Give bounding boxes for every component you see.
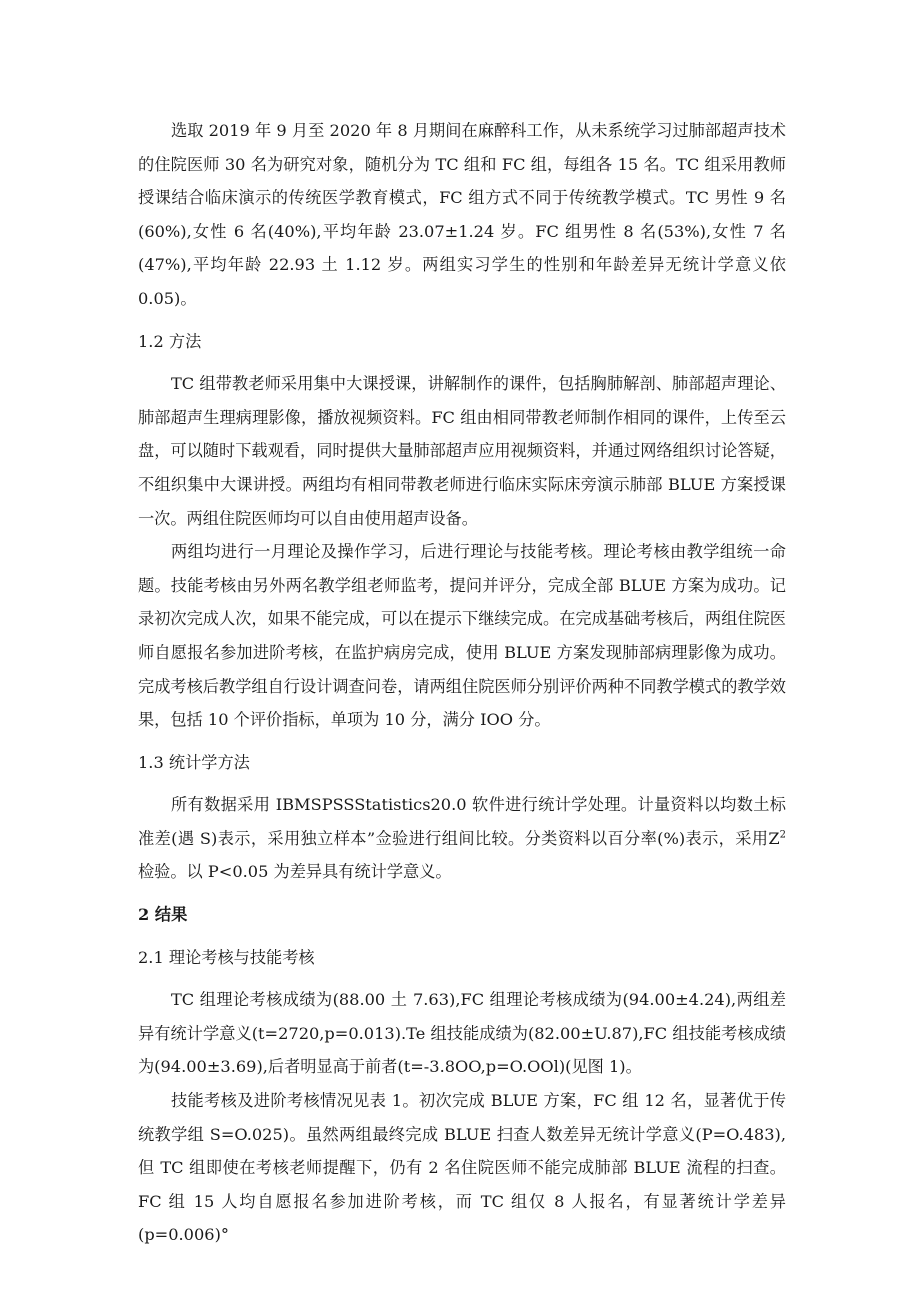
paragraph-methods-assessment: 两组均进行一月理论及操作学习，后进行理论与技能考核。理论考核由教学组统一命题。技能考核由另外两名教学组老师监考，提问并评分，完成全部 BLUE 方案为成功。记录初次完成人次，如果不能完成，可以在提示下继续完成。在完成基础考核后，两组住院医师自愿报名参加进阶考核，在监护病房完成，使用 BLUE 方案发现肺部病理影像为成功。完成考核后教学组自行设计调查问卷，请两组住院医师分别评价两种不同教学模式的教学效果，包括 10 个评价指标，单项为 10 分，满分 IOO 分。 bbox=[138, 542, 786, 730]
paragraph-methods-teaching: TC 组带教老师采用集中大课授课，讲解制作的课件，包括胸肺解剖、肺部超声理论、肺部超声生理病理影像，播放视频资料。FC 组由相同带教老师制作相同的课件，上传至云盘，可以随时下载观看，同时提供大量肺部超声应用视频资料，并通过网络组织讨论答疑，不组织集中大课讲授。两组均有相同带教老师进行临床实际床旁演示肺部 BLUE 方案授课一次。两组住院医师均可以自由使用超声设备。 bbox=[138, 374, 786, 528]
paragraph-statistics bbox=[138, 788, 786, 889]
paragraph-subjects: 选取 2019 年 9 月至 2020 年 8 月期间在麻醉科工作，从未系统学习过肺部超声技术的住院医师 30 名为研究对象，随机分为 TC 组和 FC 组，每组各 15 名。TC 组采用教师授课结合临床演示的传统医学教育模式，FC 组方式不同于传统教学模式。TC 男性 9 名(60%),女性 6 名(40%),平均年龄 23.07±1.24 岁。FC 组男性 8 名(53%),女性 7 名(47%),平均年龄 22.93 土 1.12 岁。两组实习学生的性别和年龄差异无统计学意义依 0.05)。 bbox=[138, 121, 786, 308]
section-heading-1-2: 1.2 方法 bbox=[138, 331, 202, 351]
statistics-text: 所有数据采用 IBMSPSSStatistics20.0 软件进行统计学处理。计量资料以均数土标准差(遇 S)表示，采用独立样本”佥验进行组间比较。分类资料以百分率(%)表示，采用 bbox=[138, 795, 786, 848]
paragraph-results-skills: 技能考核及进阶考核情况见表 1。初次完成 BLUE 方案，FC 组 12 名，显著优于传统教学组 S=O.025)。虽然两组最终完成 BLUE 扫查人数差异无统计学意义(P=O.483),但 TC 组即使在考核老师提醒下，仍有 2 名住院医师不能完成肺部 BLUE 流程的扫查。FC 组 15 人均自愿报名参加进阶考核，而 TC 组仅 8 人报名，有显著统计学差异(p=0.006)° bbox=[138, 1091, 786, 1245]
page-content bbox=[138, 114, 786, 1252]
chi-square-symbol: Z bbox=[768, 828, 780, 848]
section-heading-1-3: 1.3 统计学方法 bbox=[138, 752, 250, 772]
section-heading-2: 2 结果 bbox=[138, 905, 188, 925]
paragraph-results-scores: TC 组理论考核成绩为(88.00 土 7.63),FC 组理论考核成绩为(94.00±4.24),两组差异有统计学意义(t=2720,p=0.013).Te 组技能成绩为(82.00±U.87),FC 组技能考核成绩为(94.00±3.69),后者明显高于前者(t=-3.8OO,p=O.OOl)(见图 1)。 bbox=[138, 990, 786, 1077]
statistics-tail: 检验。以 P<0.05 为差异具有统计学意义。 bbox=[138, 862, 452, 882]
chi-square-exponent: 2 bbox=[779, 829, 786, 841]
section-heading-2-1: 2.1 理论考核与技能考核 bbox=[138, 947, 315, 967]
